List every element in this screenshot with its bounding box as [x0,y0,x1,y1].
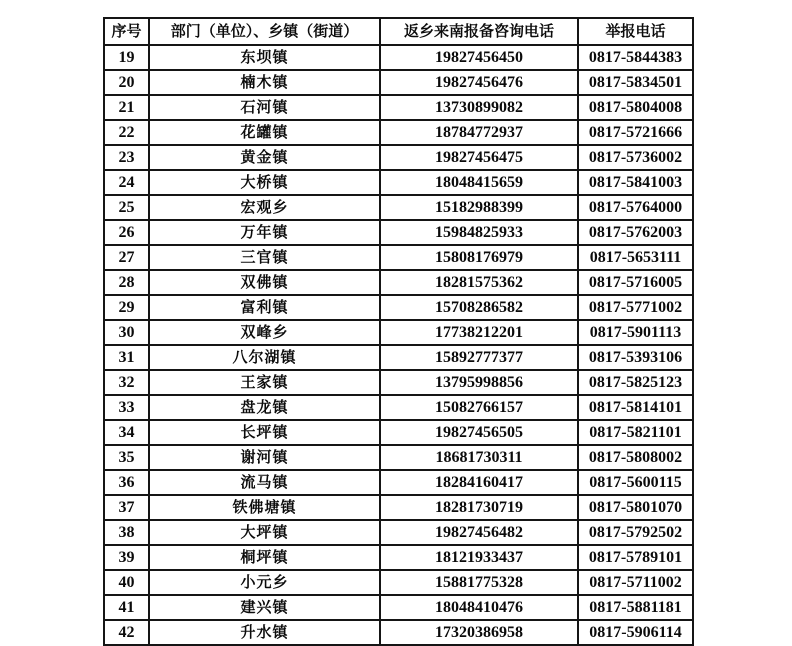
cell-serial: 28 [104,270,149,295]
header-row [104,18,693,45]
cell-serial: 33 [104,395,149,420]
cell-department: 双佛镇 [149,270,380,295]
table-row [104,495,693,520]
cell-department: 桐坪镇 [149,545,380,570]
cell-consult-phone: 18121933437 [380,545,578,570]
cell-department: 流马镇 [149,470,380,495]
cell-department: 富利镇 [149,295,380,320]
cell-department: 八尔湖镇 [149,345,380,370]
cell-serial: 31 [104,345,149,370]
cell-serial: 34 [104,420,149,445]
cell-department: 万年镇 [149,220,380,245]
table-row [104,145,693,170]
cell-consult-phone: 17738212201 [380,320,578,345]
cell-consult-phone: 13795998856 [380,370,578,395]
cell-report-phone: 0817-5814101 [578,395,693,420]
cell-consult-phone: 15182988399 [380,195,578,220]
cell-consult-phone: 15892777377 [380,345,578,370]
cell-consult-phone: 18281575362 [380,270,578,295]
cell-report-phone: 0817-5801070 [578,495,693,520]
cell-serial: 27 [104,245,149,270]
cell-department: 双峰乡 [149,320,380,345]
cell-department: 王家镇 [149,370,380,395]
cell-consult-phone: 15708286582 [380,295,578,320]
cell-serial: 40 [104,570,149,595]
column-header-report-phone: 举报电话 [578,18,693,45]
cell-department: 东坝镇 [149,45,380,70]
table-row [104,470,693,495]
cell-report-phone: 0817-5716005 [578,270,693,295]
cell-consult-phone: 18681730311 [380,445,578,470]
cell-serial: 29 [104,295,149,320]
cell-report-phone: 0817-5736002 [578,145,693,170]
column-header-department: 部门（单位）、乡镇（街道） [149,18,380,45]
cell-serial: 37 [104,495,149,520]
cell-department: 大桥镇 [149,170,380,195]
table-row [104,95,693,120]
cell-serial: 42 [104,620,149,645]
table-row [104,70,693,95]
cell-report-phone: 0817-5841003 [578,170,693,195]
cell-consult-phone: 15984825933 [380,220,578,245]
cell-consult-phone: 17320386958 [380,620,578,645]
table-row [104,620,693,645]
cell-department: 花罐镇 [149,120,380,145]
cell-department: 升水镇 [149,620,380,645]
table-body [104,45,693,645]
table-row [104,370,693,395]
cell-report-phone: 0817-5834501 [578,70,693,95]
cell-serial: 24 [104,170,149,195]
cell-report-phone: 0817-5764000 [578,195,693,220]
table-row [104,295,693,320]
cell-consult-phone: 18284160417 [380,470,578,495]
cell-consult-phone: 19827456505 [380,420,578,445]
cell-report-phone: 0817-5906114 [578,620,693,645]
cell-serial: 25 [104,195,149,220]
cell-serial: 32 [104,370,149,395]
cell-report-phone: 0817-5821101 [578,420,693,445]
cell-serial: 39 [104,545,149,570]
cell-department: 楠木镇 [149,70,380,95]
table-row [104,570,693,595]
cell-consult-phone: 13730899082 [380,95,578,120]
table-row [104,195,693,220]
cell-consult-phone: 19827456476 [380,70,578,95]
table-row [104,545,693,570]
cell-consult-phone: 15082766157 [380,395,578,420]
cell-department: 石河镇 [149,95,380,120]
cell-consult-phone: 19827456450 [380,45,578,70]
cell-department: 大坪镇 [149,520,380,545]
cell-department: 盘龙镇 [149,395,380,420]
cell-report-phone: 0817-5881181 [578,595,693,620]
cell-department: 建兴镇 [149,595,380,620]
cell-report-phone: 0817-5653111 [578,245,693,270]
cell-serial: 19 [104,45,149,70]
cell-consult-phone: 19827456475 [380,145,578,170]
cell-report-phone: 0817-5771002 [578,295,693,320]
cell-report-phone: 0817-5711002 [578,570,693,595]
cell-consult-phone: 18048415659 [380,170,578,195]
cell-consult-phone: 15881775328 [380,570,578,595]
cell-report-phone: 0817-5792502 [578,520,693,545]
table-header [104,18,693,45]
cell-serial: 36 [104,470,149,495]
table-row [104,595,693,620]
table-row [104,445,693,470]
cell-department: 三官镇 [149,245,380,270]
table-row [104,345,693,370]
table-row [104,420,693,445]
table-row [104,320,693,345]
cell-department: 铁佛塘镇 [149,495,380,520]
cell-report-phone: 0817-5808002 [578,445,693,470]
cell-consult-phone: 15808176979 [380,245,578,270]
cell-department: 小元乡 [149,570,380,595]
table-row [104,520,693,545]
cell-report-phone: 0817-5844383 [578,45,693,70]
cell-serial: 23 [104,145,149,170]
cell-serial: 41 [104,595,149,620]
township-contact-table [103,17,694,646]
cell-department: 黄金镇 [149,145,380,170]
cell-serial: 20 [104,70,149,95]
cell-department: 谢河镇 [149,445,380,470]
cell-serial: 26 [104,220,149,245]
cell-serial: 35 [104,445,149,470]
table-row [104,395,693,420]
cell-report-phone: 0817-5825123 [578,370,693,395]
table-row [104,45,693,70]
cell-consult-phone: 18784772937 [380,120,578,145]
cell-report-phone: 0817-5804008 [578,95,693,120]
cell-report-phone: 0817-5721666 [578,120,693,145]
cell-serial: 30 [104,320,149,345]
cell-consult-phone: 18048410476 [380,595,578,620]
cell-department: 宏观乡 [149,195,380,220]
cell-report-phone: 0817-5762003 [578,220,693,245]
cell-serial: 38 [104,520,149,545]
cell-consult-phone: 18281730719 [380,495,578,520]
table-row [104,220,693,245]
cell-report-phone: 0817-5901113 [578,320,693,345]
cell-serial: 21 [104,95,149,120]
table-row [104,270,693,295]
cell-department: 长坪镇 [149,420,380,445]
cell-consult-phone: 19827456482 [380,520,578,545]
column-header-consult-phone: 返乡来南报备咨询电话 [380,18,578,45]
table-row [104,245,693,270]
table-row [104,170,693,195]
cell-serial: 22 [104,120,149,145]
cell-report-phone: 0817-5789101 [578,545,693,570]
table-row [104,120,693,145]
column-header-serial: 序号 [104,18,149,45]
cell-report-phone: 0817-5600115 [578,470,693,495]
cell-report-phone: 0817-5393106 [578,345,693,370]
